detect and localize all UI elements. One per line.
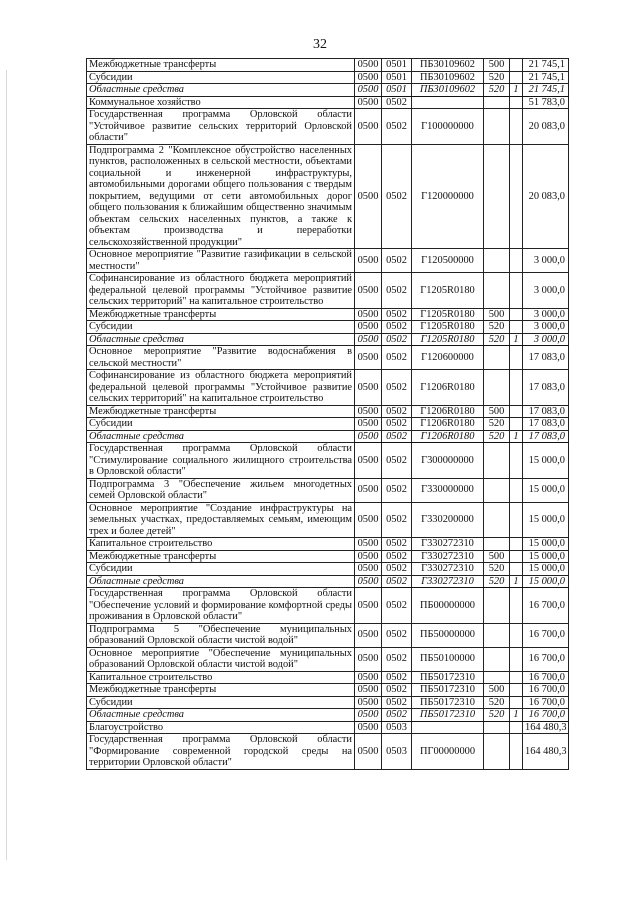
row-amount: 16 700,0 <box>523 696 569 709</box>
row-expense-type-code: 500 <box>484 684 510 697</box>
table-row <box>87 734 569 770</box>
row-amount: 16 700,0 <box>523 588 569 624</box>
row-expense-type-code <box>484 734 510 770</box>
row-subsection-code: 0502 <box>382 563 412 576</box>
row-target-article-code: ПБ50000000 <box>412 623 484 647</box>
row-amount: 15 000,0 <box>523 538 569 551</box>
row-section-code: 0500 <box>355 109 382 145</box>
table-row <box>87 709 569 722</box>
row-section-code: 0500 <box>355 721 382 734</box>
budget-table-body <box>87 59 569 770</box>
row-section-code: 0500 <box>355 588 382 624</box>
table-row <box>87 623 569 647</box>
table-row <box>87 550 569 563</box>
row-subsection-code: 0502 <box>382 647 412 671</box>
table-row <box>87 109 569 145</box>
row-section-code: 0500 <box>355 647 382 671</box>
row-target-article-code: Г300000000 <box>412 443 484 479</box>
row-funding-source-code <box>510 734 523 770</box>
row-amount: 3 000,0 <box>523 321 569 334</box>
row-name: Межбюджетные трансферты <box>87 550 355 563</box>
row-subsection-code: 0502 <box>382 370 412 406</box>
row-section-code: 0500 <box>355 71 382 84</box>
row-expense-type-code: 500 <box>484 405 510 418</box>
row-funding-source-code: 1 <box>510 84 523 97</box>
row-funding-source-code: 1 <box>510 430 523 443</box>
row-funding-source-code <box>510 144 523 249</box>
row-amount: 15 000,0 <box>523 478 569 502</box>
row-section-code: 0500 <box>355 405 382 418</box>
row-section-code: 0500 <box>355 671 382 684</box>
row-name: Государственная программа Орловской области "Обеспечение условий и формирование комфортной среды проживания в Орловской области" <box>87 588 355 624</box>
row-section-code: 0500 <box>355 443 382 479</box>
row-section-code: 0500 <box>355 333 382 346</box>
row-target-article-code: Г330272310 <box>412 550 484 563</box>
row-subsection-code: 0502 <box>382 443 412 479</box>
row-amount: 15 000,0 <box>523 563 569 576</box>
row-name: Областные средства <box>87 84 355 97</box>
row-expense-type-code <box>484 671 510 684</box>
row-section-code: 0500 <box>355 478 382 502</box>
row-funding-source-code <box>510 96 523 109</box>
table-row <box>87 647 569 671</box>
row-target-article-code: Г120600000 <box>412 346 484 370</box>
row-target-article-code: Г330272310 <box>412 563 484 576</box>
row-expense-type-code <box>484 478 510 502</box>
row-funding-source-code <box>510 109 523 145</box>
row-funding-source-code <box>510 696 523 709</box>
row-target-article-code: ПГ00000000 <box>412 734 484 770</box>
table-row <box>87 478 569 502</box>
row-subsection-code: 0502 <box>382 333 412 346</box>
row-section-code: 0500 <box>355 684 382 697</box>
row-target-article-code: Г330272310 <box>412 538 484 551</box>
table-row <box>87 696 569 709</box>
row-section-code: 0500 <box>355 249 382 273</box>
row-name: Межбюджетные трансферты <box>87 405 355 418</box>
row-amount: 51 783,0 <box>523 96 569 109</box>
row-target-article-code: ПБ00000000 <box>412 588 484 624</box>
row-name: Подпрограмма 2 "Комплексное обустройство населенных пунктов, расположенных в сельской местности, объектами социальной и инженерной инфраструктуры, автомобильными дорогами общего пользования с твердым покрытием, ведущими от сети автомобильных дорог общего пользования к ближайшим общественно значимым объектам сельских населенных пунктов, а также к объектам производства и переработки сельскохозяйственной продукции" <box>87 144 355 249</box>
row-subsection-code: 0502 <box>382 671 412 684</box>
row-name: Межбюджетные трансферты <box>87 684 355 697</box>
row-funding-source-code <box>510 321 523 334</box>
row-expense-type-code <box>484 623 510 647</box>
budget-table <box>86 58 569 770</box>
row-expense-type-code <box>484 502 510 538</box>
row-target-article-code: Г1205R0180 <box>412 333 484 346</box>
row-name: Капитальное строительство <box>87 538 355 551</box>
row-expense-type-code <box>484 647 510 671</box>
table-row <box>87 502 569 538</box>
row-section-code: 0500 <box>355 321 382 334</box>
row-name: Подпрограмма 5 "Обеспечение муниципальных образований Орловской области чистой водой" <box>87 623 355 647</box>
row-amount: 3 000,0 <box>523 308 569 321</box>
row-name: Субсидии <box>87 321 355 334</box>
row-subsection-code: 0502 <box>382 273 412 309</box>
row-section-code: 0500 <box>355 575 382 588</box>
row-expense-type-code <box>484 588 510 624</box>
row-section-code: 0500 <box>355 370 382 406</box>
row-section-code: 0500 <box>355 538 382 551</box>
row-funding-source-code <box>510 623 523 647</box>
row-funding-source-code <box>510 671 523 684</box>
row-name: Межбюджетные трансферты <box>87 59 355 72</box>
row-amount: 20 083,0 <box>523 144 569 249</box>
row-name: Субсидии <box>87 563 355 576</box>
row-funding-source-code <box>510 273 523 309</box>
row-subsection-code: 0502 <box>382 405 412 418</box>
row-funding-source-code <box>510 346 523 370</box>
row-section-code: 0500 <box>355 734 382 770</box>
row-name: Основное мероприятие "Развитие газификации в сельской местности" <box>87 249 355 273</box>
row-amount: 17 083,0 <box>523 418 569 431</box>
row-target-article-code: ПБ50172310 <box>412 696 484 709</box>
row-section-code: 0500 <box>355 430 382 443</box>
row-section-code: 0500 <box>355 308 382 321</box>
row-funding-source-code: 1 <box>510 575 523 588</box>
table-row <box>87 144 569 249</box>
table-row <box>87 443 569 479</box>
row-target-article-code: Г330000000 <box>412 478 484 502</box>
row-name: Областные средства <box>87 333 355 346</box>
row-expense-type-code: 500 <box>484 308 510 321</box>
row-name: Государственная программа Орловской области "Устойчивое развитие сельских территорий Орловской области" <box>87 109 355 145</box>
row-subsection-code: 0502 <box>382 478 412 502</box>
row-expense-type-code <box>484 144 510 249</box>
row-section-code: 0500 <box>355 550 382 563</box>
row-name: Благоустройство <box>87 721 355 734</box>
row-target-article-code <box>412 721 484 734</box>
row-funding-source-code <box>510 588 523 624</box>
table-row <box>87 671 569 684</box>
row-target-article-code: ПБ30109602 <box>412 84 484 97</box>
table-row <box>87 538 569 551</box>
row-section-code: 0500 <box>355 96 382 109</box>
row-subsection-code: 0501 <box>382 59 412 72</box>
row-section-code: 0500 <box>355 59 382 72</box>
table-row <box>87 71 569 84</box>
row-amount: 16 700,0 <box>523 647 569 671</box>
table-row <box>87 273 569 309</box>
row-funding-source-code <box>510 538 523 551</box>
row-name: Субсидии <box>87 696 355 709</box>
table-row <box>87 721 569 734</box>
row-funding-source-code <box>510 443 523 479</box>
row-amount: 15 000,0 <box>523 443 569 479</box>
row-name: Коммунальное хозяйство <box>87 96 355 109</box>
row-funding-source-code <box>510 249 523 273</box>
row-section-code: 0500 <box>355 346 382 370</box>
row-section-code: 0500 <box>355 502 382 538</box>
row-expense-type-code <box>484 370 510 406</box>
row-amount: 17 083,0 <box>523 405 569 418</box>
row-section-code: 0500 <box>355 696 382 709</box>
row-expense-type-code: 520 <box>484 71 510 84</box>
row-target-article-code <box>412 96 484 109</box>
row-expense-type-code: 520 <box>484 333 510 346</box>
table-row <box>87 575 569 588</box>
budget-table-container <box>86 58 569 770</box>
row-expense-type-code <box>484 273 510 309</box>
row-amount: 16 700,0 <box>523 684 569 697</box>
row-section-code: 0500 <box>355 563 382 576</box>
row-funding-source-code <box>510 684 523 697</box>
row-amount: 15 000,0 <box>523 575 569 588</box>
row-expense-type-code <box>484 249 510 273</box>
row-subsection-code: 0502 <box>382 709 412 722</box>
table-row <box>87 405 569 418</box>
row-expense-type-code <box>484 346 510 370</box>
row-target-article-code: ПБ50100000 <box>412 647 484 671</box>
row-subsection-code: 0502 <box>382 346 412 370</box>
row-expense-type-code <box>484 109 510 145</box>
row-funding-source-code <box>510 59 523 72</box>
table-row <box>87 84 569 97</box>
row-name: Капитальное строительство <box>87 671 355 684</box>
row-target-article-code: Г1205R0180 <box>412 308 484 321</box>
row-amount: 21 745,1 <box>523 59 569 72</box>
row-section-code: 0500 <box>355 623 382 647</box>
page-edge-line <box>6 70 7 860</box>
row-subsection-code: 0502 <box>382 96 412 109</box>
row-subsection-code: 0502 <box>382 684 412 697</box>
table-row <box>87 321 569 334</box>
row-target-article-code: Г1206R0180 <box>412 370 484 406</box>
row-section-code: 0500 <box>355 144 382 249</box>
row-amount: 17 083,0 <box>523 430 569 443</box>
row-name: Основное мероприятие "Развитие водоснабжения в сельской местности" <box>87 346 355 370</box>
row-target-article-code: Г1205R0180 <box>412 273 484 309</box>
row-expense-type-code: 520 <box>484 430 510 443</box>
row-amount: 17 083,0 <box>523 346 569 370</box>
row-expense-type-code: 520 <box>484 575 510 588</box>
row-section-code: 0500 <box>355 84 382 97</box>
row-subsection-code: 0502 <box>382 623 412 647</box>
row-subsection-code: 0502 <box>382 249 412 273</box>
row-subsection-code: 0502 <box>382 502 412 538</box>
table-row <box>87 588 569 624</box>
row-subsection-code: 0502 <box>382 321 412 334</box>
row-name: Основное мероприятие "Создание инфраструктуры на земельных участках, предоставляемых семьям, имеющим трех и более детей" <box>87 502 355 538</box>
row-funding-source-code <box>510 563 523 576</box>
row-expense-type-code: 520 <box>484 696 510 709</box>
row-target-article-code: ПБ30109602 <box>412 71 484 84</box>
page-number: 32 <box>313 37 327 52</box>
table-row <box>87 308 569 321</box>
row-amount: 17 083,0 <box>523 370 569 406</box>
row-name: Софинансирование из областного бюджета мероприятий федеральной целевой программы "Устойчивое развитие сельских территорий" на капитальное строительство <box>87 370 355 406</box>
row-amount: 21 745,1 <box>523 84 569 97</box>
row-expense-type-code: 500 <box>484 59 510 72</box>
row-funding-source-code <box>510 370 523 406</box>
row-expense-type-code: 520 <box>484 709 510 722</box>
row-target-article-code: Г1206R0180 <box>412 430 484 443</box>
row-name: Подпрограмма 3 "Обеспечение жильем многодетных семей Орловской области" <box>87 478 355 502</box>
row-amount: 16 700,0 <box>523 671 569 684</box>
row-name: Софинансирование из областного бюджета мероприятий федеральной целевой программы "Устойчивое развитие сельских территорий" на капитальное строительство <box>87 273 355 309</box>
table-row <box>87 59 569 72</box>
row-funding-source-code <box>510 502 523 538</box>
row-subsection-code: 0502 <box>382 308 412 321</box>
row-target-article-code: Г1206R0180 <box>412 418 484 431</box>
row-section-code: 0500 <box>355 418 382 431</box>
table-row <box>87 563 569 576</box>
table-row <box>87 346 569 370</box>
table-row <box>87 96 569 109</box>
row-amount: 16 700,0 <box>523 709 569 722</box>
row-subsection-code: 0502 <box>382 575 412 588</box>
row-amount: 15 000,0 <box>523 550 569 563</box>
row-target-article-code: Г120000000 <box>412 144 484 249</box>
row-subsection-code: 0502 <box>382 144 412 249</box>
row-target-article-code: Г330272310 <box>412 575 484 588</box>
table-row <box>87 249 569 273</box>
table-row <box>87 430 569 443</box>
row-funding-source-code: 1 <box>510 333 523 346</box>
row-name: Государственная программа Орловской области "Формирование современной городской среды на территории Орловской области" <box>87 734 355 770</box>
row-name: Основное мероприятие "Обеспечение муниципальных образований Орловской области чистой водой" <box>87 647 355 671</box>
row-subsection-code: 0503 <box>382 734 412 770</box>
table-row <box>87 418 569 431</box>
row-target-article-code: Г1206R0180 <box>412 405 484 418</box>
row-amount: 3 000,0 <box>523 273 569 309</box>
row-expense-type-code: 500 <box>484 550 510 563</box>
row-amount: 164 480,3 <box>523 734 569 770</box>
row-amount: 3 000,0 <box>523 333 569 346</box>
row-section-code: 0500 <box>355 273 382 309</box>
row-amount: 15 000,0 <box>523 502 569 538</box>
table-row <box>87 370 569 406</box>
row-subsection-code: 0502 <box>382 538 412 551</box>
row-expense-type-code: 520 <box>484 321 510 334</box>
row-subsection-code: 0503 <box>382 721 412 734</box>
row-subsection-code: 0501 <box>382 71 412 84</box>
row-target-article-code: Г120500000 <box>412 249 484 273</box>
row-expense-type-code <box>484 538 510 551</box>
row-funding-source-code <box>510 418 523 431</box>
row-name: Областные средства <box>87 709 355 722</box>
row-funding-source-code <box>510 550 523 563</box>
row-funding-source-code <box>510 478 523 502</box>
row-subsection-code: 0502 <box>382 588 412 624</box>
row-name: Межбюджетные трансферты <box>87 308 355 321</box>
row-name: Областные средства <box>87 430 355 443</box>
table-row <box>87 333 569 346</box>
row-target-article-code: ПБ50172310 <box>412 709 484 722</box>
row-subsection-code: 0502 <box>382 109 412 145</box>
row-subsection-code: 0501 <box>382 84 412 97</box>
row-target-article-code: Г1205R0180 <box>412 321 484 334</box>
row-funding-source-code <box>510 721 523 734</box>
row-amount: 16 700,0 <box>523 623 569 647</box>
row-funding-source-code <box>510 405 523 418</box>
row-funding-source-code <box>510 647 523 671</box>
row-amount: 21 745,1 <box>523 71 569 84</box>
row-amount: 3 000,0 <box>523 249 569 273</box>
row-target-article-code: Г330200000 <box>412 502 484 538</box>
row-target-article-code: ПБ50172310 <box>412 684 484 697</box>
row-expense-type-code <box>484 443 510 479</box>
row-name: Субсидии <box>87 71 355 84</box>
row-expense-type-code: 520 <box>484 418 510 431</box>
row-funding-source-code <box>510 71 523 84</box>
row-expense-type-code <box>484 721 510 734</box>
row-subsection-code: 0502 <box>382 550 412 563</box>
table-row <box>87 684 569 697</box>
row-target-article-code: Г100000000 <box>412 109 484 145</box>
row-name: Государственная программа Орловской области "Стимулирование социального жилищного строительства в Орловской области" <box>87 443 355 479</box>
row-name: Областные средства <box>87 575 355 588</box>
row-expense-type-code <box>484 96 510 109</box>
row-subsection-code: 0502 <box>382 430 412 443</box>
row-funding-source-code: 1 <box>510 709 523 722</box>
row-target-article-code: ПБ50172310 <box>412 671 484 684</box>
row-name: Субсидии <box>87 418 355 431</box>
row-expense-type-code: 520 <box>484 563 510 576</box>
row-section-code: 0500 <box>355 709 382 722</box>
row-target-article-code: ПБ30109602 <box>412 59 484 72</box>
row-expense-type-code: 520 <box>484 84 510 97</box>
row-subsection-code: 0502 <box>382 696 412 709</box>
row-amount: 20 083,0 <box>523 109 569 145</box>
row-amount: 164 480,3 <box>523 721 569 734</box>
row-funding-source-code <box>510 308 523 321</box>
row-subsection-code: 0502 <box>382 418 412 431</box>
